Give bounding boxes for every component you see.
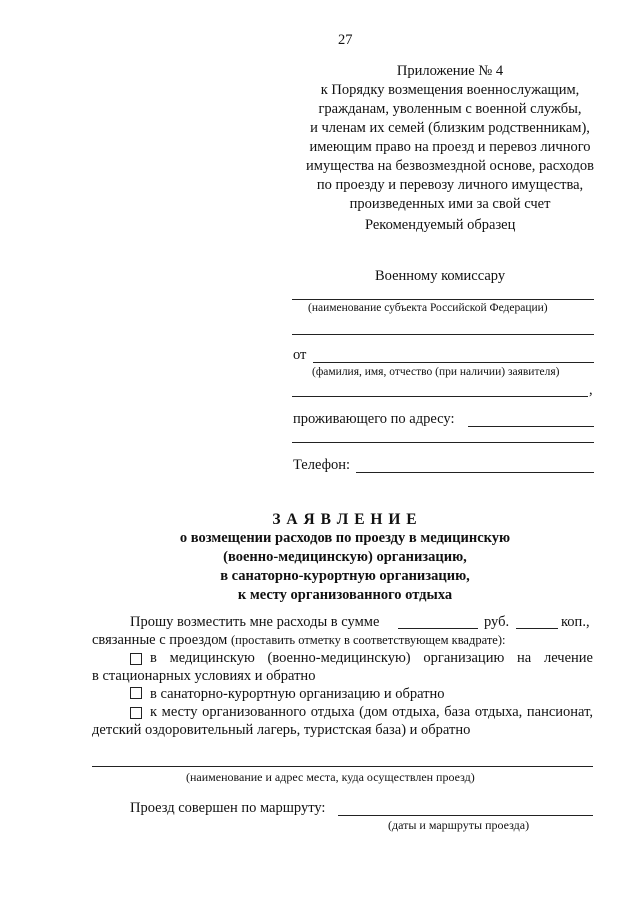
subject-line-2[interactable]	[292, 334, 594, 335]
recommended-sample: Рекомендуемый образец	[365, 217, 516, 233]
route-label: Проезд совершен по маршруту:	[130, 800, 326, 816]
option-1-text-2: в стационарных условиях и обратно	[92, 668, 316, 684]
appendix-line: к Порядку возмещения военнослужащим,	[320, 82, 580, 98]
statement-heading	[80, 510, 610, 605]
route-line[interactable]	[338, 815, 593, 816]
applicant-name-line[interactable]	[313, 362, 594, 363]
from-label: от	[293, 347, 307, 363]
address-line[interactable]	[468, 426, 594, 427]
appendix-line: гражданам, уволенным с военной службы,	[318, 101, 582, 117]
kop-label: коп.,	[561, 614, 590, 630]
phone-line[interactable]	[356, 472, 594, 473]
option-2-row	[130, 686, 445, 703]
appendix-line: имущества на безвозмездной основе, расходов	[306, 158, 594, 174]
addressee-to: Военному комиссару	[375, 268, 506, 284]
address-label: проживающего по адресу:	[293, 411, 455, 427]
related-line	[92, 632, 505, 649]
option-2-text: в санаторно-курортную организацию и обратно	[150, 686, 445, 702]
checkbox-sanatorium[interactable]	[130, 687, 142, 699]
appendix-line: произведенных ими за свой счет	[349, 196, 551, 212]
place-line[interactable]	[92, 766, 593, 767]
rub-label: руб.	[484, 614, 510, 630]
statement-subtitle-line: в санаторно-курортную организацию,	[220, 568, 470, 584]
place-hint: (наименование и адрес места, куда осуществлен проезд)	[186, 770, 475, 784]
checkbox-recreation[interactable]	[130, 707, 142, 719]
request-start: Прошу возместить мне расходы в сумме	[130, 614, 380, 630]
option-1-row	[130, 650, 593, 667]
page-number: 27	[338, 32, 353, 48]
checkbox-medical[interactable]	[130, 653, 142, 665]
statement-subtitle-line: (военно-медицинскую) организацию,	[223, 549, 467, 565]
phone-label: Телефон:	[293, 457, 351, 473]
appendix-line: и членам их семей (близким родственникам),	[310, 120, 590, 136]
option-3-text: к месту организованного отдыха (дом отдыха, база отдыха, пансионат,	[150, 704, 593, 720]
route-hint: (даты и маршруты проезда)	[388, 818, 530, 832]
amount-rub-line[interactable]	[398, 628, 478, 629]
statement-title: З А Я В Л Е Н И Е	[272, 511, 418, 528]
statement-subtitle-line: о возмещении расходов по проезду в медицинскую	[179, 530, 511, 546]
statement-subtitle-line: к месту организованного отдыха	[237, 587, 453, 603]
appendix-line: имеющим право на проезд и перевоз личного	[309, 139, 591, 155]
address-line-2[interactable]	[292, 442, 594, 443]
related-hint: (проставить отметку в соответствующем квадрате):	[230, 633, 506, 647]
appendix-block	[280, 62, 620, 214]
option-1-text: в медицинскую (военно-медицинскую) организацию на лечение	[150, 650, 593, 666]
appendix-title: Приложение № 4	[396, 63, 504, 79]
related-text: связанные с проездом	[92, 632, 228, 648]
applicant-name-line-2[interactable]	[292, 396, 588, 397]
appendix-line: по проезду и перевозу личного имущества,	[316, 177, 584, 193]
amount-kop-line[interactable]	[516, 628, 558, 629]
comma: ,	[589, 382, 593, 398]
option-3-text-2: детский оздоровительный лагерь, туристская база) и обратно	[92, 722, 471, 738]
option-3-row	[130, 704, 593, 721]
name-hint: (фамилия, имя, отчество (при наличии) заявителя)	[312, 366, 560, 378]
subject-hint: (наименование субъекта Российской Федерации)	[308, 302, 548, 314]
subject-line[interactable]	[292, 299, 594, 300]
